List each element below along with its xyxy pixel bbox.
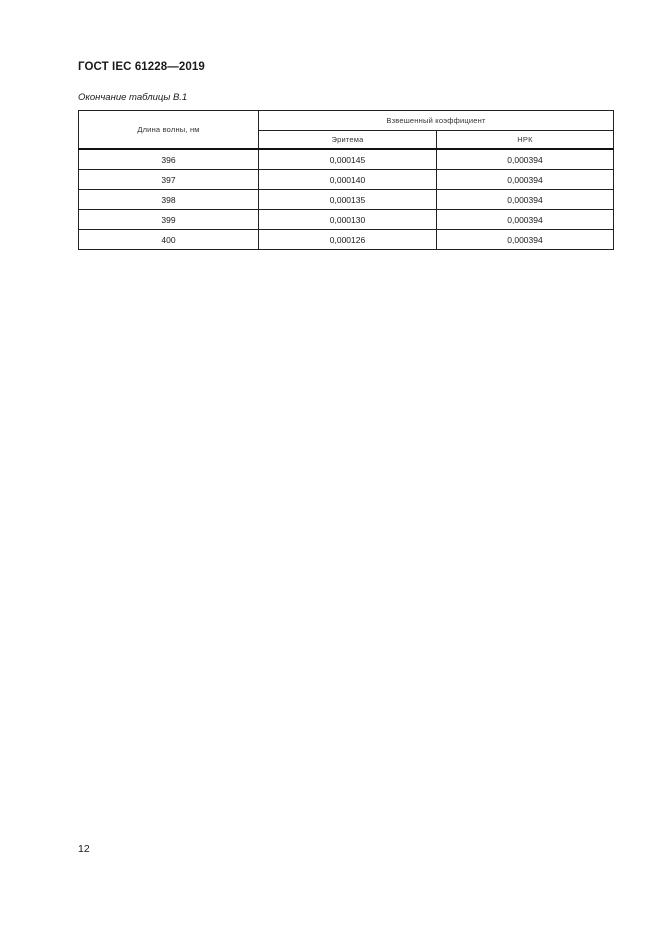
cell-erythema: 0,000135 bbox=[259, 190, 437, 210]
cell-erythema: 0,000126 bbox=[259, 230, 437, 250]
cell-wavelength: 397 bbox=[79, 170, 259, 190]
table-row bbox=[79, 149, 614, 170]
weighting-coefficients-table bbox=[78, 110, 614, 250]
table-caption: Окончание таблицы В.1 bbox=[78, 92, 188, 103]
cell-wavelength: 398 bbox=[79, 190, 259, 210]
cell-nmsc: 0,000394 bbox=[437, 210, 614, 230]
table-row bbox=[79, 190, 614, 210]
header-wavelength: Длина волны, нм bbox=[79, 111, 259, 150]
cell-nmsc: 0,000394 bbox=[437, 230, 614, 250]
cell-wavelength: 396 bbox=[79, 149, 259, 170]
cell-nmsc: 0,000394 bbox=[437, 149, 614, 170]
cell-erythema: 0,000130 bbox=[259, 210, 437, 230]
document-header: ГОСТ IEC 61228—2019 bbox=[78, 61, 205, 73]
cell-wavelength: 399 bbox=[79, 210, 259, 230]
table-row bbox=[79, 210, 614, 230]
header-nmsc: НРК bbox=[437, 131, 614, 150]
cell-erythema: 0,000140 bbox=[259, 170, 437, 190]
cell-erythema: 0,000145 bbox=[259, 149, 437, 170]
table-row bbox=[79, 230, 614, 250]
header-erythema: Эритема bbox=[259, 131, 437, 150]
cell-wavelength: 400 bbox=[79, 230, 259, 250]
header-weighted-coefficient: Взвешенный коэффициент bbox=[259, 111, 614, 131]
page-number: 12 bbox=[78, 843, 90, 855]
table-row bbox=[79, 170, 614, 190]
cell-nmsc: 0,000394 bbox=[437, 170, 614, 190]
cell-nmsc: 0,000394 bbox=[437, 190, 614, 210]
